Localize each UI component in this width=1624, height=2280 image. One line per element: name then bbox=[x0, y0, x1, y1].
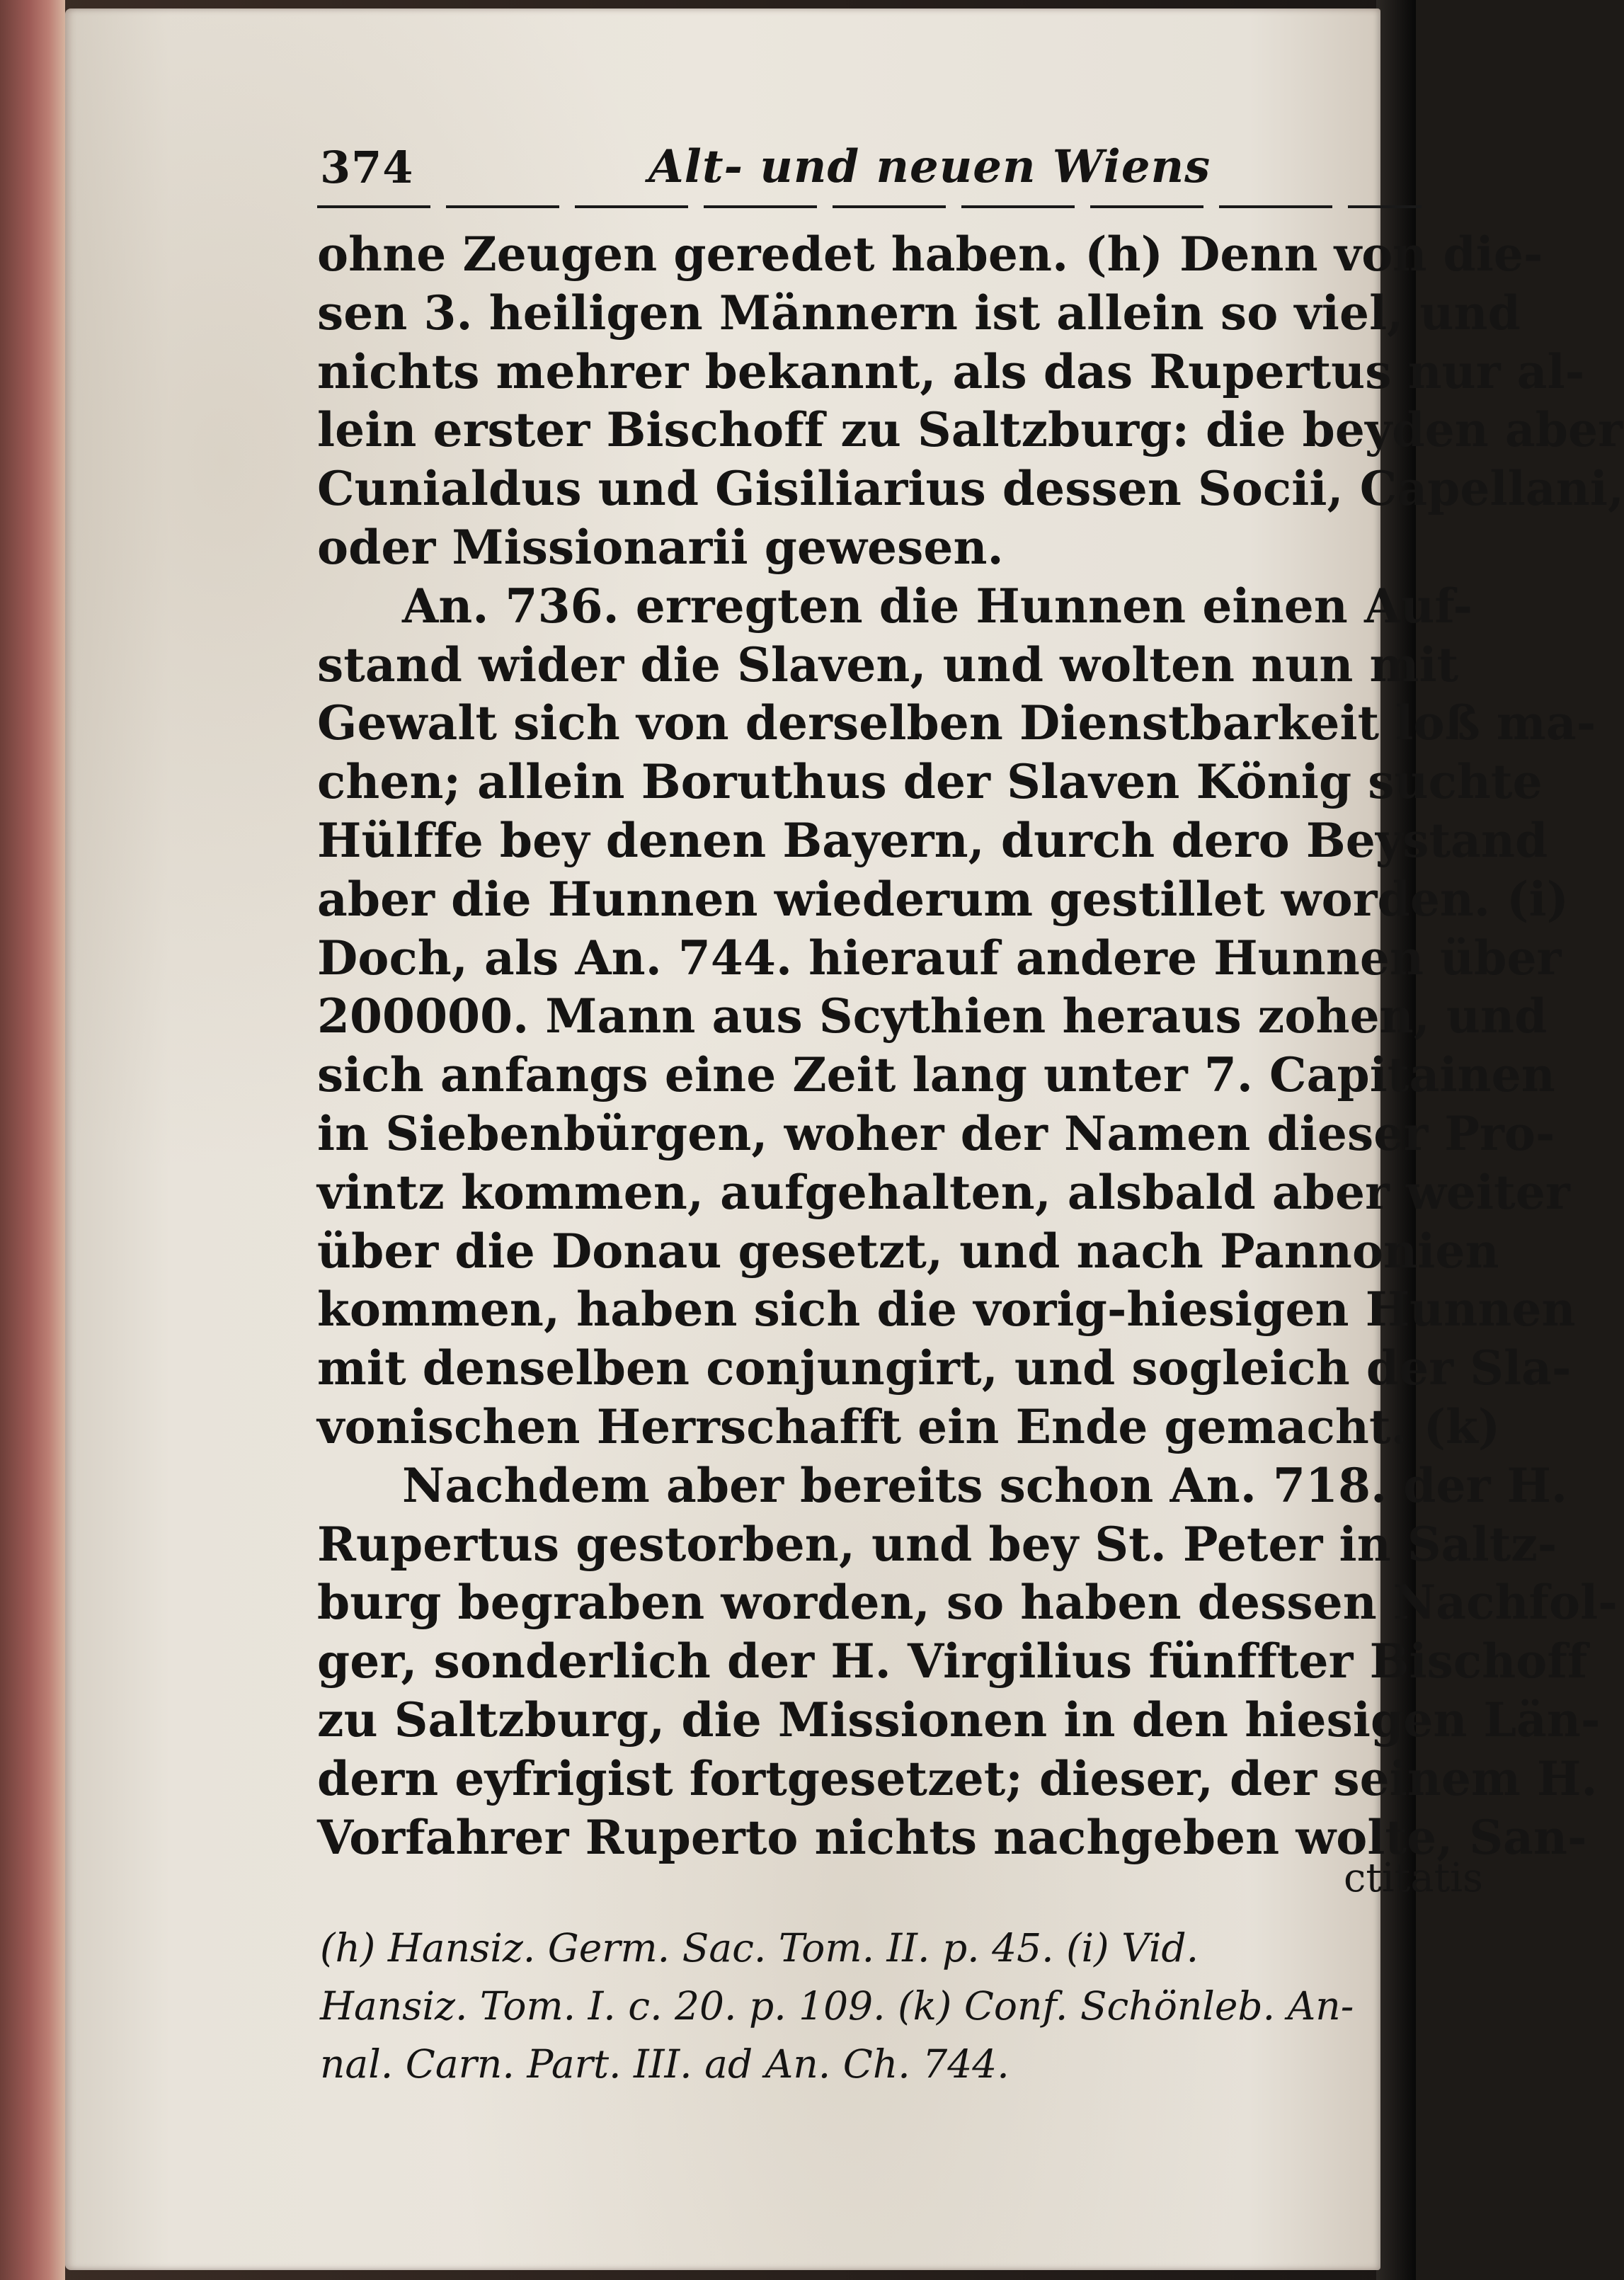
text-line: sich anfangs eine Zeit lang unter 7. Capitainen bbox=[317, 1047, 1555, 1103]
running-title: Alt- und neuen Wiens bbox=[648, 140, 1211, 193]
text-line: dern eyfrigist fortgesetzet; dieser, der seinem H. bbox=[317, 1750, 1598, 1806]
paragraph-line: Nachdem aber bereits schon An. 718. der H. bbox=[402, 1457, 1568, 1513]
text-line: Cunialdus und Gisiliarius dessen Socii, Capellani, bbox=[317, 461, 1624, 517]
main-text bbox=[317, 225, 1624, 1866]
book-page bbox=[65, 8, 1624, 2270]
text-line: kommen, haben sich die vorig-hiesigen Hunnen bbox=[317, 1282, 1576, 1338]
text-line: Vorfahrer Ruperto nichts nachgeben wolte, San- bbox=[317, 1809, 1587, 1865]
page-content bbox=[252, 140, 1624, 2110]
text-line: ohne Zeugen geredet haben. (h) Denn von die- bbox=[317, 227, 1543, 282]
text-line: vonischen Herrschafft ein Ende gemacht. (k) bbox=[317, 1398, 1501, 1454]
text-line: burg begraben worden, so haben dessen Nachfol- bbox=[317, 1575, 1618, 1631]
footnotes bbox=[320, 1919, 1424, 2093]
text-line: vintz kommen, aufgehalten, alsbald aber weiter bbox=[317, 1164, 1570, 1220]
text-line: stand wider die Slaven, und wolten nun mit bbox=[317, 637, 1459, 692]
catchword: ctitatis bbox=[1344, 1855, 1483, 1901]
footnote-line: (h) Hansiz. Germ. Sac. Tom. II. p. 45. (i) Vid. bbox=[320, 1925, 1199, 1971]
text-line: Rupertus gestorben, und bey St. Peter in Saltz- bbox=[317, 1516, 1557, 1572]
header-rule bbox=[317, 205, 1422, 208]
page-number: 374 bbox=[320, 142, 414, 193]
page-header bbox=[252, 142, 1427, 204]
text-line: über die Donau gesetzt, und nach Pannonien bbox=[317, 1223, 1499, 1279]
text-line: sen 3. heiligen Männern ist allein so viel, und bbox=[317, 285, 1521, 341]
text-line: Gewalt sich von derselben Dienstbarkeit loß ma- bbox=[317, 695, 1596, 751]
text-line: oder Missionarii gewesen. bbox=[317, 519, 1004, 575]
text-line: lein erster Bischoff zu Saltzburg: die beyden aber bbox=[317, 402, 1623, 458]
text-line: ger, sonderlich der H. Virgilius fünffter Bischoff bbox=[317, 1634, 1588, 1689]
paragraph-line: An. 736. erregten die Hunnen einen Auf- bbox=[402, 578, 1473, 634]
footnote-line: Hansiz. Tom. I. c. 20. p. 109. (k) Conf. Schönleb. An- bbox=[320, 1983, 1354, 2029]
text-line: mit denselben conjungirt, und sogleich der Sla- bbox=[317, 1340, 1572, 1396]
text-line: zu Saltzburg, die Missionen in den hiesigen Län- bbox=[317, 1692, 1601, 1748]
text-line: nichts mehrer bekannt, als das Rupertus nur al- bbox=[317, 343, 1585, 399]
text-line: Hülffe bey denen Bayern, durch dero Beystand bbox=[317, 812, 1548, 868]
text-line: in Siebenbürgen, woher der Namen dieser Pro- bbox=[317, 1105, 1555, 1161]
text-line: aber die Hunnen wiederum gestillet worden. (i) bbox=[317, 871, 1569, 927]
text-line: 200000. Mann aus Scythien heraus zohen, und bbox=[317, 988, 1548, 1044]
book-left-edge bbox=[0, 0, 65, 2280]
text-line: Doch, als An. 744. hierauf andere Hunnen über bbox=[317, 930, 1562, 986]
footnote-line: nal. Carn. Part. III. ad An. Ch. 744. bbox=[320, 2041, 1010, 2087]
text-line: chen; allein Boruthus der Slaven König suchte bbox=[317, 754, 1543, 810]
